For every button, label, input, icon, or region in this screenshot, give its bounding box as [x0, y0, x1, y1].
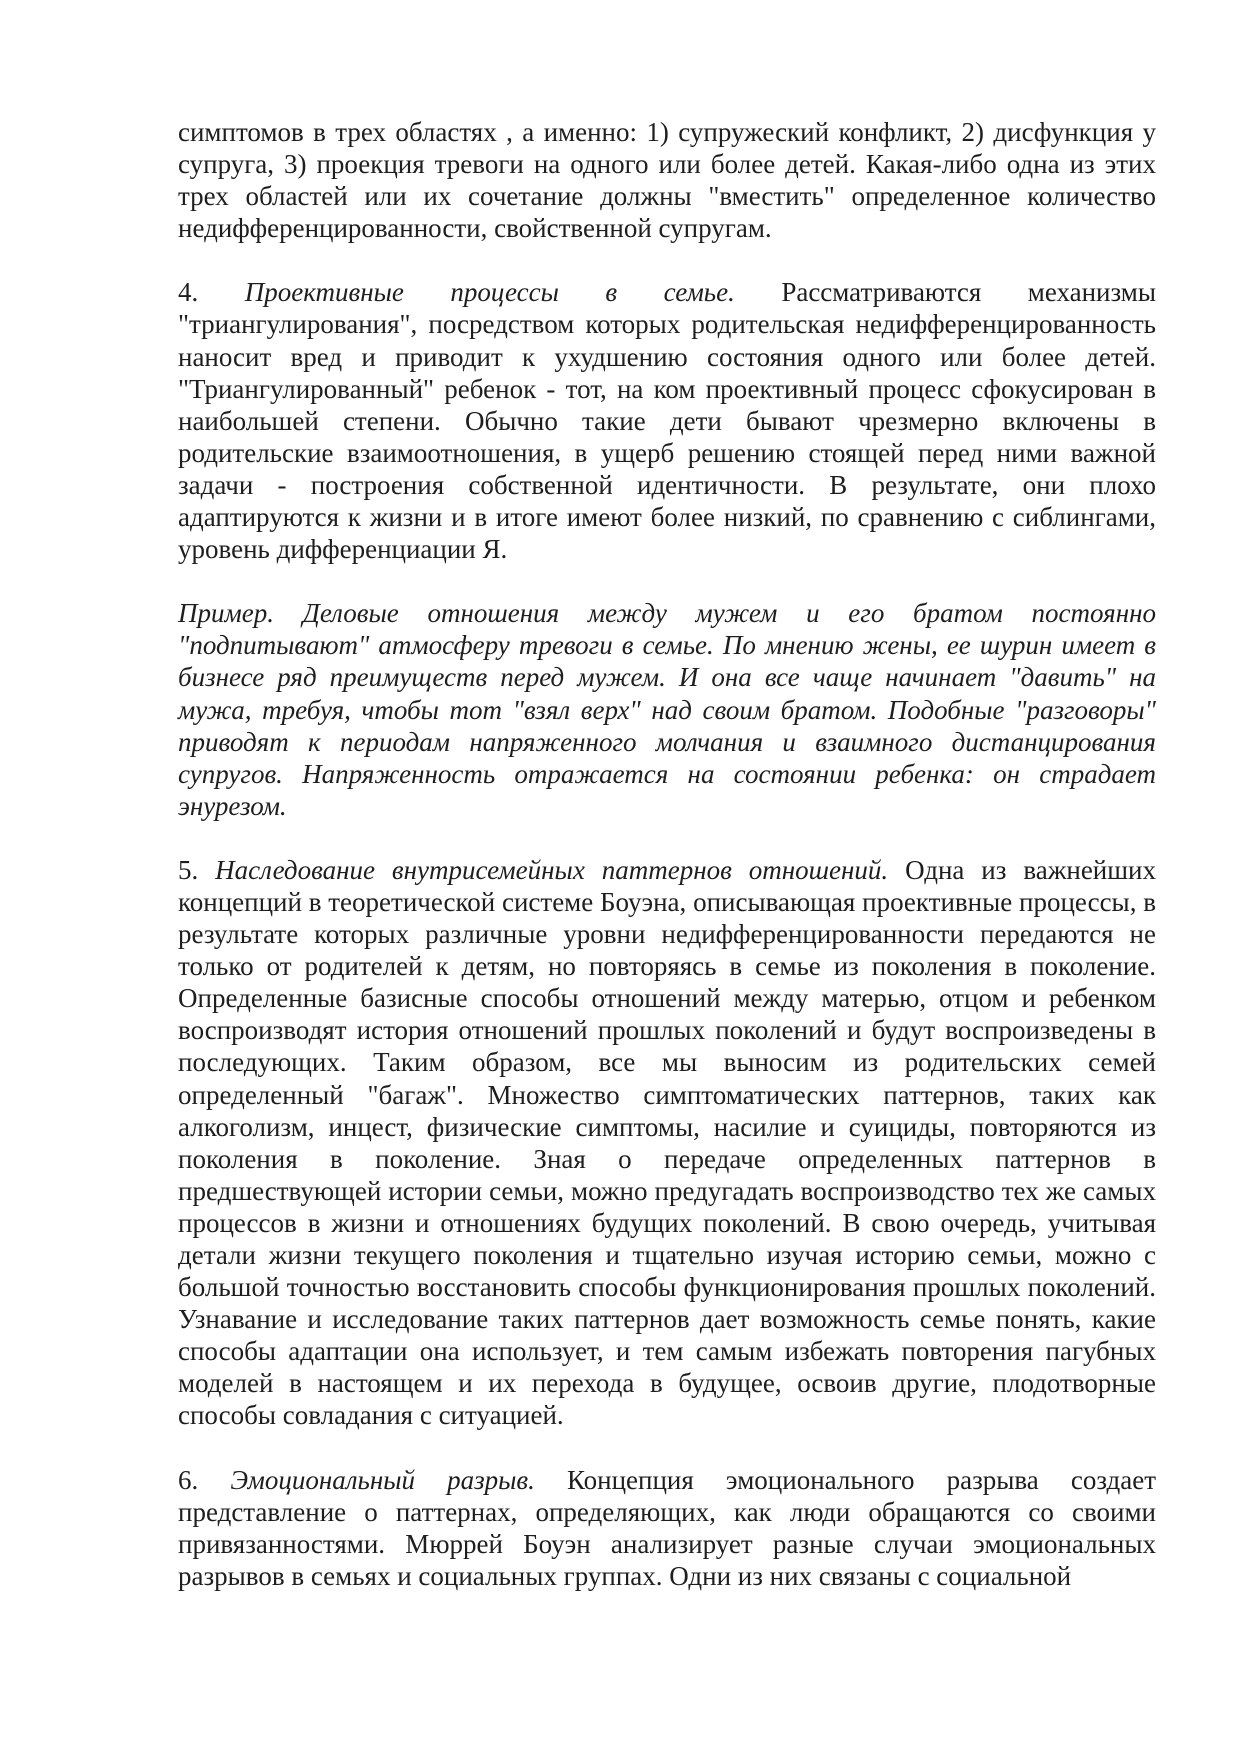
document-page	[178, 116, 1156, 1624]
item-number: 4.	[178, 277, 245, 308]
paragraph-item-5	[178, 854, 1156, 1432]
paragraph-text: Рассматриваются механизмы "триангулирования", посредством которых родительская недифференцированность наносит вред и приводит к ухудшению состояния одного или более детей. "Триангулированный" ребенок - тот, на ком проективный процесс сфокусирован в наибольшей степени. Обычно такие дети бывают чрезмерно включены в родительские взаимоотношения, в ущерб решению стоящей перед ними важной задачи - построения собственной идентичности. В результате, они плохо адаптируются к жизни и в итоге имеют более низкий, по сравнению с сиблингами, уровень дифференциации Я.	[178, 277, 1157, 565]
paragraph-text: Одна из важнейших концепций в теоретической системе Боуэна, описывающая проективные процессы, в результате которых различные уровни недифференцированности передаются не только от родителей к детям, но повторяясь в семье из поколения в поколение. Определенные базисные способы отношений между матерью, отцом и ребенком воспроизводят история отношений прошлых поколений и будут воспроизведены в последующих. Таким образом, все мы выносим из родительских семей определенный "багаж". Множество симптоматических паттернов, таких как алкоголизм, инцест, физические симптомы, насилие и суициды, повторяются из поколения в поколение. Зная о передаче определенных паттернов в предшествующей истории семьи, можно предугадать воспроизводство тех же самых процессов в жизни и отношениях будущих поколений. В свою очередь, учитывая детали жизни текущего поколения и тщательно изучая историю семьи, можно с большой точностью восстановить способы функционирования прошлых поколений. Узнавание и исследование таких паттернов дает возможность семье понять, какие способы адаптации она использует, и тем самым избежать повторения пагубных моделей в настоящем и их перехода в будущее, освоив другие, плодотворные способы совладания с ситуацией.	[178, 854, 1156, 1431]
item-heading: Проективные процессы в семье.	[244, 277, 735, 308]
paragraph-continuation	[178, 116, 1156, 244]
paragraph-text: Концепция эмоционального разрыва создает представление о паттернах, определяющих, как люди обращаются со своими привязанностями. Мюррей Боуэн анализирует разные случаи эмоциональных разрывов в семьях и социальных группах. Одни из них связаны с социальной	[178, 1464, 1157, 1591]
item-heading: Эмоциональный разрыв.	[230, 1464, 535, 1495]
item-heading: Наследование внутрисемейных паттернов отношений.	[215, 854, 889, 885]
item-number: 6.	[178, 1464, 231, 1495]
paragraph-item-6	[178, 1464, 1156, 1592]
example-paragraph	[178, 597, 1156, 822]
paragraph-text: симптомов в трех областях , а именно: 1) супружеский конфликт, 2) дисфункция у супруга, 3) проекция тревоги на одного или более детей. Какая-либо одна из этих трех областей или их сочетание должны "вместить" определенное количество недифференцированности, свойственной супругам.	[178, 117, 1156, 244]
paragraph-item-4	[178, 276, 1156, 565]
example-text: Пример. Деловые отношения между мужем и его братом постоянно "подпитывают" атмосферу тревоги в семье. По мнению жены, ее шурин имеет в бизнесе ряд преимуществ перед мужем. И она все чаще начинает "давить" на мужа, требуя, чтобы тот "взял верх" над своим братом. Подобные "разговоры" приводят к периодам напряженного молчания и взаимного дистанцирования супругов. Напряженность отражается на состоянии ребенка: он страдает энурезом.	[178, 598, 1156, 821]
item-number: 5.	[178, 854, 216, 885]
